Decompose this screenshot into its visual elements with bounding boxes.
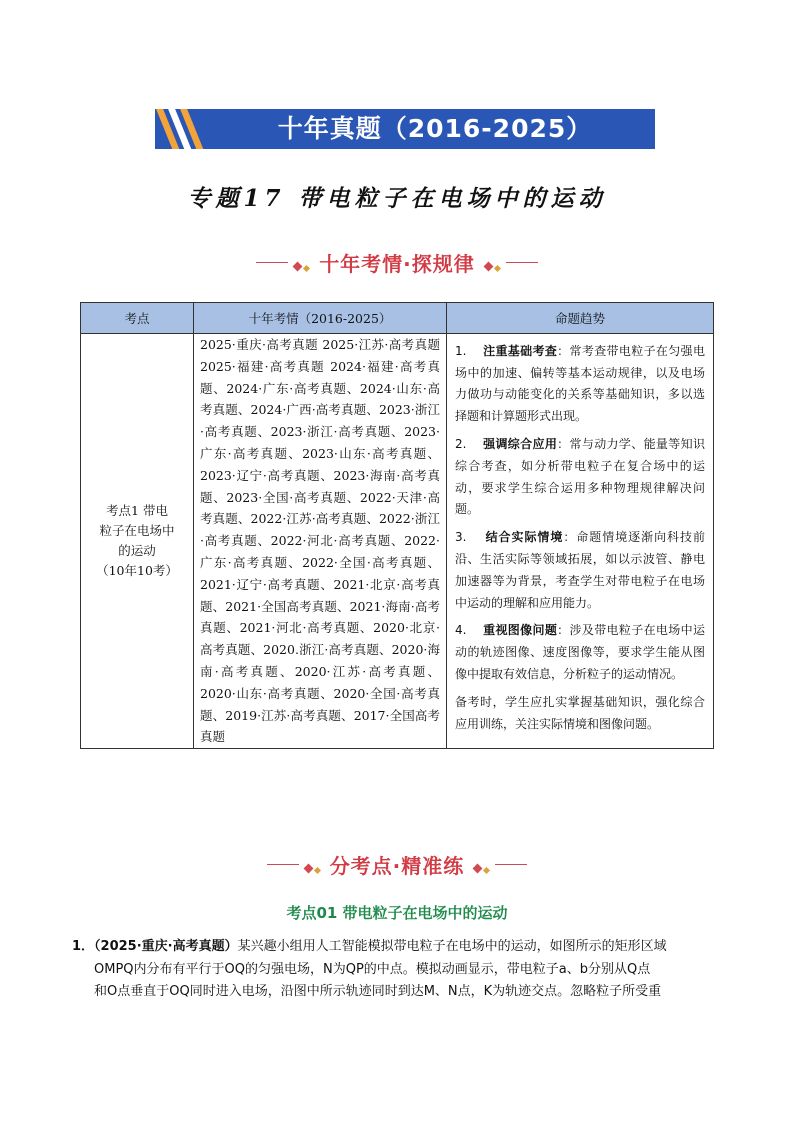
trend-table (80, 302, 714, 749)
point-line: 考点1 带电 (106, 503, 168, 519)
cell-history: 2025·重庆·高考真题 2025·江苏·高考真题 2025·福建·高考真题 2024·福建·高考真题、2024·广东·高考真题、2024·山东·高考真题、2024·广西·高考真题、2023·浙江·高考真题、2023·浙江·高考真题、2023·广东·高考真题、2023·山东·高考真题、2023·辽宁·高考真题、2023·海南·高考真题、2023·全国·高考真题、2022·天津·高考真题、2022·江苏·高考真题、2022·浙江·高考真题、2022·河北·高考真题、2022·广东·高考真题、2022·全国·高考真题、2021·辽宁·高考真题、2021·北京·高考真题、2021·全国高考真题、2021·海南·高考真题、2021·河北·高考真题、2020·北京·高考真题、2020.浙江·高考真题、2020·海南·高考真题、2020·江苏·高考真题、2020·山东·高考真题、2020·全国·高考真题、2019·江苏·高考真题、2017·全国高考真题 (194, 334, 447, 749)
divider-line (495, 864, 527, 865)
header-trend: 命题趋势 (447, 303, 714, 334)
trend-text: ：常与动力学、能量等知识综合考查，如分析带电粒子在复合场中的运动，要求学生综合运用多种物理规律解决问题。 (455, 436, 705, 517)
banner-title: 十年真题（2016-2025） (277, 114, 593, 143)
point-line: 的运动 (118, 543, 156, 559)
trend-text: ：常考查带电粒子在匀强电场中的加速、偏转等基本运动规律，以及电场力做功与动能变化的关系等基础知识，多以选择题和计算题形式出现。 (455, 343, 705, 424)
trend-closing: 备考时，学生应扎实掌握基础知识，强化综合应用训练，关注实际情境和图像问题。 (455, 694, 705, 731)
diamond-icon (483, 262, 493, 272)
cell-point (81, 334, 194, 749)
cell-trends (447, 334, 714, 749)
diamond-icon (314, 867, 321, 874)
trend-label: 注重基础考查 (483, 343, 558, 358)
trend-item (455, 341, 705, 428)
trend-num: 2. (455, 436, 467, 451)
topic-title: 专题17 带电粒子在电场中的运动 (187, 185, 607, 212)
divider-line (506, 262, 538, 263)
trend-text: ：涉及带电粒子在电场中运动的轨迹图像、速度图像等，要求学生能从图像中提取有效信息，分析粒子的运动情况。 (455, 623, 705, 681)
question-1 (72, 936, 727, 1004)
diamond-icon (293, 262, 303, 272)
divider-line (267, 864, 299, 865)
diamond-icon (473, 864, 483, 874)
section-heading-practice (0, 850, 794, 880)
question-number: 1． (72, 939, 95, 954)
header-point: 考点 (81, 303, 194, 334)
trend-item (455, 527, 705, 614)
trend-label: 结合实际情境 (485, 530, 564, 545)
point-line: （10年10考） (96, 563, 178, 579)
diamond-icon (483, 867, 490, 874)
header-history: 十年考情（2016-2025） (194, 303, 447, 334)
trend-item (455, 620, 705, 685)
question-text: 某兴趣小组用人工智能模拟带电粒子在电场中的运动，如图所示的矩形区域 (237, 939, 667, 954)
section-title: 分考点·精准练 (329, 854, 465, 878)
trend-label: 强调综合应用 (483, 436, 558, 451)
question-text: OMPQ内分布有平行于OQ的匀强电场，N为QP的中点。模拟动画显示，带电粒子a、b分别从Q点 (94, 961, 651, 977)
diamond-icon (303, 864, 313, 874)
trend-item (455, 434, 705, 521)
question-text: 和O点垂直于OQ同时进入电场，沿图中所示轨迹同时到达M、N点，K为轨迹交点。忽略粒子所受重 (94, 984, 662, 999)
trend-num: 3. (455, 530, 467, 545)
question-source: （2025·重庆·高考真题） (94, 939, 238, 954)
knowledge-point-title: 考点01 带电粒子在电场中的运动 (286, 904, 508, 922)
diamond-icon (494, 265, 501, 272)
title-banner (155, 109, 655, 149)
table-header-row (81, 303, 714, 334)
trend-num: 4. (455, 623, 467, 638)
table-row (81, 334, 714, 749)
trend-num: 1. (455, 343, 467, 358)
section-title: 十年考情·探规律 (319, 252, 475, 276)
trend-label: 重视图像问题 (483, 623, 558, 638)
trend-text: ：命题情境逐渐向科技前沿、生活实际等领域拓展，如以示波管、静电加速器等为背景，考查学生对带电粒子在电场中运动的理解和应用能力。 (455, 530, 705, 610)
point-line: 粒子在电场中 (99, 523, 175, 539)
divider-line (256, 262, 288, 263)
diamond-icon (303, 265, 310, 272)
section-heading-trends (0, 248, 794, 278)
